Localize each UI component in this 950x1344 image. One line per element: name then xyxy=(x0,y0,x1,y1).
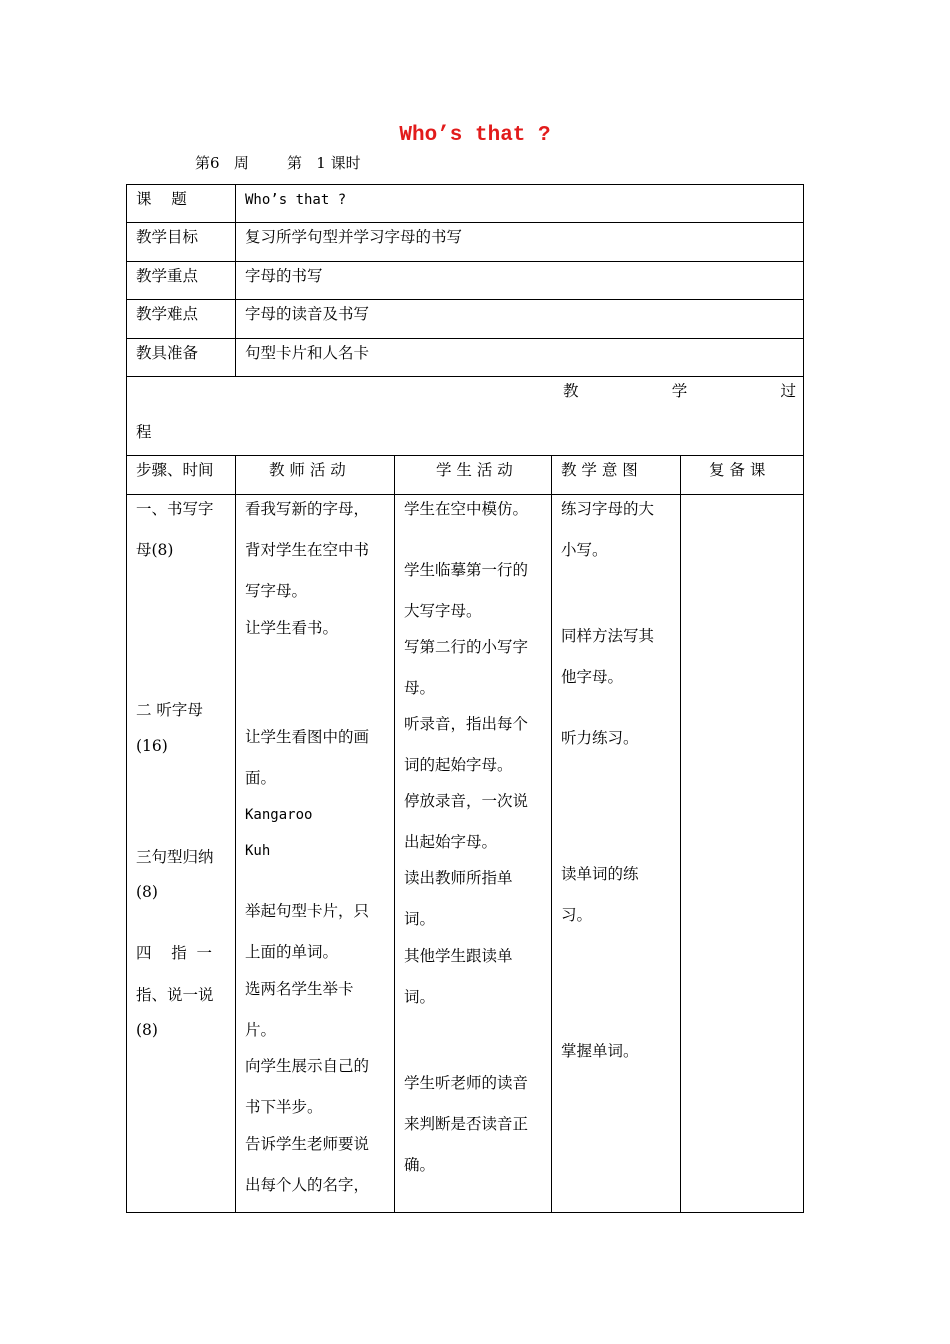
step-line: (8) xyxy=(136,1021,158,1039)
intent-line: 掌握单词。 xyxy=(561,1042,639,1060)
process-char: 学 xyxy=(671,382,688,400)
column-teacher-activity: 教 师 活 动 xyxy=(269,461,346,479)
objective-label: 教学目标 xyxy=(136,228,199,246)
teacher-line: 背对学生在空中书 xyxy=(245,541,370,559)
process-header-end: 程 xyxy=(136,423,152,441)
step-line: 母(8) xyxy=(136,541,174,559)
process-char: 过 xyxy=(780,382,796,400)
step-line: 四 指 一 xyxy=(136,944,213,962)
materials-value: 句型卡片和人名卡 xyxy=(245,344,370,362)
teacher-line: 看我写新的字母， xyxy=(245,500,370,518)
student-line: 听录音，指出每个 xyxy=(404,715,529,733)
teacher-line: 举起句型卡片，只 xyxy=(245,902,370,920)
objective-value: 复习所学句型并学习字母的书写 xyxy=(245,228,463,246)
teacher-line: 上面的单词。 xyxy=(245,943,339,961)
process-header xyxy=(563,381,796,401)
teacher-line: 让学生看图中的画 xyxy=(245,728,370,746)
student-line: 词。 xyxy=(404,988,436,1006)
intent-line: 听力练习。 xyxy=(561,729,639,747)
student-line: 写第二行的小写字 xyxy=(404,638,529,656)
teacher-line: 选两名学生举卡 xyxy=(245,980,354,998)
column-teaching-intent: 教 学 意 图 xyxy=(561,461,638,479)
difficulty-label: 教学难点 xyxy=(136,305,199,323)
materials-label: 教具准备 xyxy=(136,344,199,362)
column-review-notes: 复 备 课 xyxy=(709,461,766,479)
student-line: 确。 xyxy=(404,1156,436,1174)
student-line: 来判断是否读音正 xyxy=(404,1115,529,1133)
teacher-line: 让学生看书。 xyxy=(245,619,339,637)
teacher-line: 告诉学生老师要说 xyxy=(245,1135,370,1153)
week-lesson-line: 第6 周 第 1 课时 xyxy=(195,154,361,172)
focus-label: 教学重点 xyxy=(136,267,199,285)
teacher-line: 面。 xyxy=(245,769,277,787)
step-line: 三句型归纳 xyxy=(136,848,214,866)
student-line: 母。 xyxy=(404,679,436,697)
step-line: 一、书写字 xyxy=(136,500,214,518)
teacher-line: 出每个人的名字， xyxy=(245,1176,370,1194)
teacher-line: 书下半步。 xyxy=(245,1098,323,1116)
intent-line: 读单词的练 xyxy=(561,865,639,883)
teacher-line: 片。 xyxy=(245,1021,277,1039)
column-steps-time: 步骤、时间 xyxy=(136,461,214,479)
intent-line: 小写。 xyxy=(561,541,608,559)
subject-value: Who’s that ? xyxy=(245,192,347,208)
step-line: 二 听字母 xyxy=(136,701,203,719)
intent-line: 习。 xyxy=(561,906,593,924)
subject-label: 课 题 xyxy=(136,190,187,208)
student-line: 停放录音，一次说 xyxy=(404,792,529,810)
difficulty-value: 字母的读音及书写 xyxy=(245,305,370,323)
teacher-line: 向学生展示自己的 xyxy=(245,1057,370,1075)
student-line: 其他学生跟读单 xyxy=(404,947,513,965)
teacher-line: 写字母。 xyxy=(245,582,308,600)
focus-value: 字母的书写 xyxy=(245,267,323,285)
intent-line: 练习字母的大 xyxy=(561,500,655,518)
student-line: 大写字母。 xyxy=(404,602,482,620)
step-line: 指、说一说 xyxy=(136,986,214,1004)
intent-line: 他字母。 xyxy=(561,668,624,686)
document-title: Who’s that ? xyxy=(399,124,551,147)
student-line: 出起始字母。 xyxy=(404,833,498,851)
column-student-activity: 学 生 活 动 xyxy=(436,461,513,479)
teacher-line: Kangaroo xyxy=(245,807,313,823)
teacher-line: Kuh xyxy=(245,843,271,859)
student-line: 学生在空中模仿。 xyxy=(404,500,529,518)
process-char: 教 xyxy=(563,382,579,400)
student-line: 读出教师所指单 xyxy=(404,869,513,887)
step-line: (8) xyxy=(136,883,158,901)
student-line: 词。 xyxy=(404,910,436,928)
student-line: 词的起始字母。 xyxy=(404,756,513,774)
student-line: 学生听老师的读音 xyxy=(404,1074,529,1092)
student-line: 学生临摹第一行的 xyxy=(404,561,529,579)
step-line: (16) xyxy=(136,737,168,755)
intent-line: 同样方法写其 xyxy=(561,627,655,645)
